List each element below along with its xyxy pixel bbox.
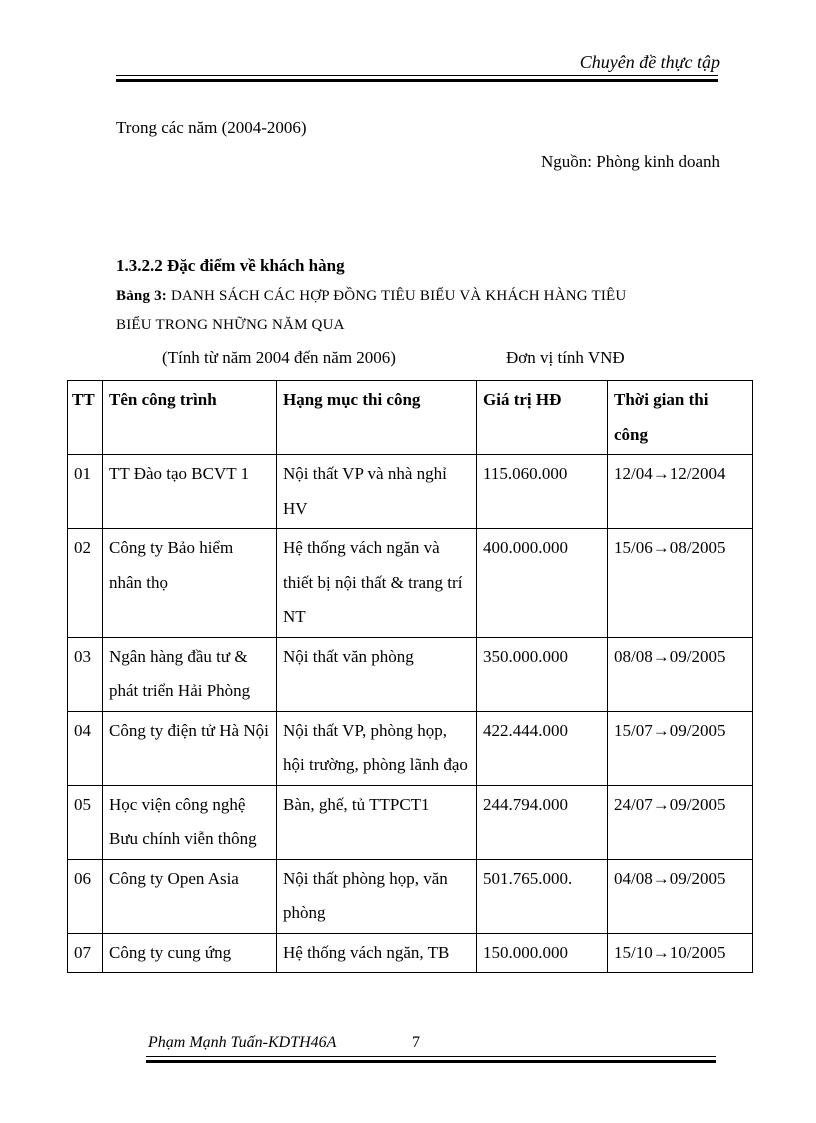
cell-scope: Bàn, ghế, tủ TTPCT1	[277, 785, 477, 859]
table-caption-text: DANH SÁCH CÁC HỢP ĐỒNG TIÊU BIỂU VÀ KHÁCH HÀNG TIÊU	[170, 288, 627, 304]
cell-name: Công ty cung ứng	[103, 933, 277, 973]
unit-note: Đơn vị tính VNĐ	[506, 348, 625, 367]
col-header-value: Giá trị HĐ	[477, 381, 608, 455]
cell-value: 350.000.000	[477, 637, 608, 711]
cell-stt: 01	[68, 455, 103, 529]
cell-name: TT Đào tạo BCVT 1	[103, 455, 277, 529]
cell-time: 24/07→09/2005	[608, 785, 753, 859]
table-row	[68, 637, 753, 711]
table-header-row	[68, 381, 753, 455]
cell-name: Ngân hàng đầu tư & phát triển Hải Phòng	[103, 637, 277, 711]
cell-name: Công ty Bảo hiểm nhân thọ	[103, 529, 277, 638]
table-caption-line1	[116, 288, 626, 305]
cell-value: 400.000.000	[477, 529, 608, 638]
footer-rule-thick	[146, 1060, 716, 1063]
col-header-name: Tên công trình	[103, 381, 277, 455]
cell-stt: 06	[68, 859, 103, 933]
cell-stt: 05	[68, 785, 103, 859]
footer-author: Phạm Mạnh Tuấn-KDTH46A	[148, 1034, 337, 1051]
cell-scope: Nội thất VP và nhà nghỉ HV	[277, 455, 477, 529]
header-rule-thin	[116, 75, 718, 76]
contracts-table	[67, 380, 753, 973]
col-header-stt: TT	[68, 381, 103, 455]
cell-scope: Hệ thống vách ngăn và thiết bị nội thất & trang trí NT	[277, 529, 477, 638]
cell-time: 12/04→12/2004	[608, 455, 753, 529]
period-note: (Tính từ năm 2004 đến năm 2006)	[162, 348, 396, 367]
footer-rule-thin	[146, 1056, 716, 1057]
source-note: Nguồn: Phòng kinh doanh	[541, 152, 720, 171]
cell-value: 244.794.000	[477, 785, 608, 859]
table-row	[68, 455, 753, 529]
cell-name: Công ty Open Asia	[103, 859, 277, 933]
cell-time: 04/08→09/2005	[608, 859, 753, 933]
cell-stt: 04	[68, 711, 103, 785]
cell-stt: 07	[68, 933, 103, 973]
cell-time: 15/07→09/2005	[608, 711, 753, 785]
cell-stt: 02	[68, 529, 103, 638]
col-header-scope: Hạng mục thi công	[277, 381, 477, 455]
cell-name: Học viện công nghệ Bưu chính viễn thông	[103, 785, 277, 859]
cell-scope: Nội thất VP, phòng họp, hội trường, phòng lãnh đạo	[277, 711, 477, 785]
cell-value: 422.444.000	[477, 711, 608, 785]
table-row	[68, 785, 753, 859]
table-caption-line2: BIỂU TRONG NHỮNG NĂM QUA	[116, 317, 345, 333]
table-row	[68, 859, 753, 933]
cell-name: Công ty điện tử Hà Nội	[103, 711, 277, 785]
cell-value: 115.060.000	[477, 455, 608, 529]
page-number: 7	[412, 1034, 420, 1051]
intro-line: Trong các năm (2004-2006)	[116, 118, 307, 137]
table-label: Bảng 3:	[116, 288, 167, 304]
header-rule-thick	[116, 79, 718, 82]
table-row	[68, 529, 753, 638]
cell-stt: 03	[68, 637, 103, 711]
header-title: Chuyên đề thực tập	[579, 52, 720, 72]
cell-time: 15/10→10/2005	[608, 933, 753, 973]
section-heading: 1.3.2.2 Đặc điểm về khách hàng	[116, 256, 345, 275]
cell-scope: Hệ thống vách ngăn, TB	[277, 933, 477, 973]
cell-value: 501.765.000.	[477, 859, 608, 933]
col-header-time: Thời gian thi công	[608, 381, 753, 455]
cell-time: 08/08→09/2005	[608, 637, 753, 711]
cell-scope: Nội thất văn phòng	[277, 637, 477, 711]
table-row	[68, 933, 753, 973]
cell-time: 15/06→08/2005	[608, 529, 753, 638]
cell-value: 150.000.000	[477, 933, 608, 973]
table-row	[68, 711, 753, 785]
cell-scope: Nội thất phòng họp, văn phòng	[277, 859, 477, 933]
